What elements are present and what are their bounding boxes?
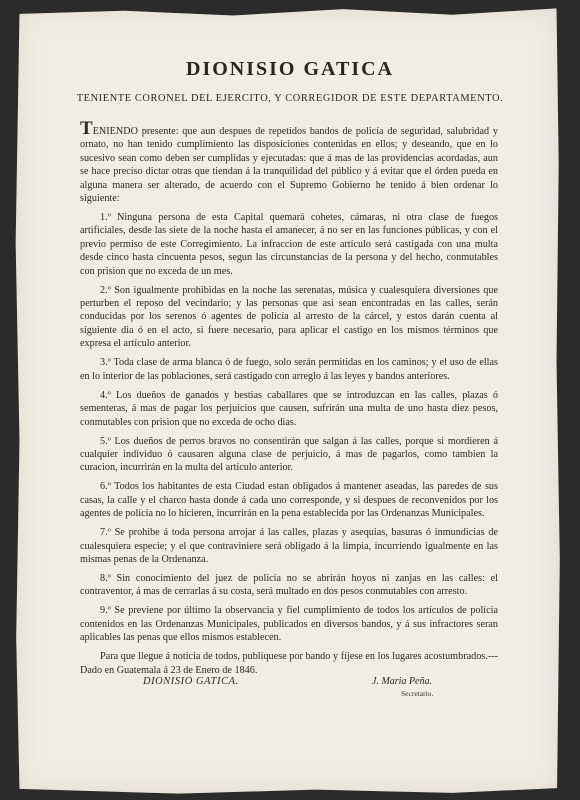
intro-text: presente: que aun despues de repetidos bandos de policía de seguridad, salubridad y ornato, no han tenido cumplimiento las disposiciones contenidas en ellos; y deseando, que en lo sucesivo sean como deben ser cumplidas y ejecutadas: que á mas de las providencias acordadas, aun se hace preciso dictar otras que tiendan á la tranquilidad del público y á evitar que el órden pueda en alguna manera ser alterado, de acuerdo con el Supremo Gobierno he tenido á bien ordenar lo siguiente: [80, 126, 498, 205]
intro-dropcap: T [80, 118, 93, 139]
article-9: 9.º Se previene por último la observancia y fiel cumplimiento de todos los artículos de policía contenidos en las Ordenanzas Municipales, publicados en diversos bandos, y á sus infractores seran aplicables las penas que ellos mismos establecen. [80, 605, 498, 644]
decree-body [80, 118, 498, 683]
article-6: 6.º Todos los habitantes de esta Ciudad estan obligados á mantener aseadas, las paredes de sus casas, la calle y el charco hasta donde á cada uno corresponde, y si despues de reconvenidos por los agentes de policía no lo hicieren, incurrirán en la pena establecida por las Ordenanzas Municipales. [80, 481, 498, 520]
signer-signature: DIONISIO GATICA. [143, 676, 239, 687]
intro-caps: ENIENDO [92, 126, 138, 137]
closing-paragraph: Para que llegue á noticia de todos, publíquese por bando y fíjese en los lugares acostumbrados.---Dado en Guatemala á 23 de Enero de 1846. [80, 651, 498, 676]
article-3: 3.º Toda clase de arma blanca ó de fuego, solo serán permitidas en los caminos; y el uso de ellas en lo interior de las poblaciones, será castigado con arreglo á las leyes y bandos anteriores. [80, 357, 498, 382]
secretary-signature: J. Maria Peña. [372, 676, 432, 687]
article-5: 5.º Los dueños de perros bravos no consentirán que salgan á las calles, porque si mordieren á cualquier individuo ó causaren alguna clase de perjuicio, á mas de pagarlos, como tambien la curacion, incurrirán en la multa del artículo anterior. [80, 435, 498, 474]
document-subtitle: TENIENTE CORONEL DEL EJERCITO, Y CORREGIDOR DE ESTE DEPARTAMENTO. [76, 93, 504, 104]
secretary-role: Secretario. [401, 689, 434, 698]
article-2: 2.º Son igualmente prohibidas en la noche las serenatas, música y cualesquiera diversiones que perturben el reposo del vecindario; y las personas que asi sean encontradas en las calles, serán conducidas por los serenos ó agentes de policía al arresto de la cárcel, y estos darán cuenta al siguiente dia ó en el acto, si fuere necesario, para aplicar el castigo en los mismos términos que expresa el artículo anterior. [80, 284, 498, 350]
article-1: 1.º Ninguna persona de esta Capital quemará cohetes, cámaras, ni otra clase de fuegos artificiales, desde las siete de la noche hasta el amanecer, á no ser en las funciones públicas, y con el previo permiso de este Corregimiento. La infraccion de este artículo será castigada con una multa desde cinco hasta cincuenta pesos, segun las circunstancias de la persona y del hecho, conmutables con prision que no exceda de un mes. [80, 212, 498, 277]
article-8: 8.º Sin conocimiento del juez de policía no se abrirán hoyos ni zanjas en las calles: el contraventor, á mas de cerrarlas á su costa, será multado en dos pesos conmutables con arresto. [80, 572, 498, 598]
intro-paragraph [80, 118, 498, 205]
article-7: 7.º Se prohibe á toda persona arrojar á las calles, plazas y asequias, basuras ó inmundicias de cualesquiera especie; y el que contraviniere será obligado á la limpia, incurriendo igualmente en las mismas penas de la Ordenanza. [80, 527, 498, 565]
article-4: 4.º Los dueños de ganados y bestias caballares que se introduzcan en las calles, plazas ó sementeras, á mas de pagar los perjuicios que causen, sufrirán una multa de uno hasta diez pesos, conmutables con prision que no exceda de ocho dias. [80, 389, 498, 428]
document-title: DIONISIO GATICA [186, 58, 394, 80]
